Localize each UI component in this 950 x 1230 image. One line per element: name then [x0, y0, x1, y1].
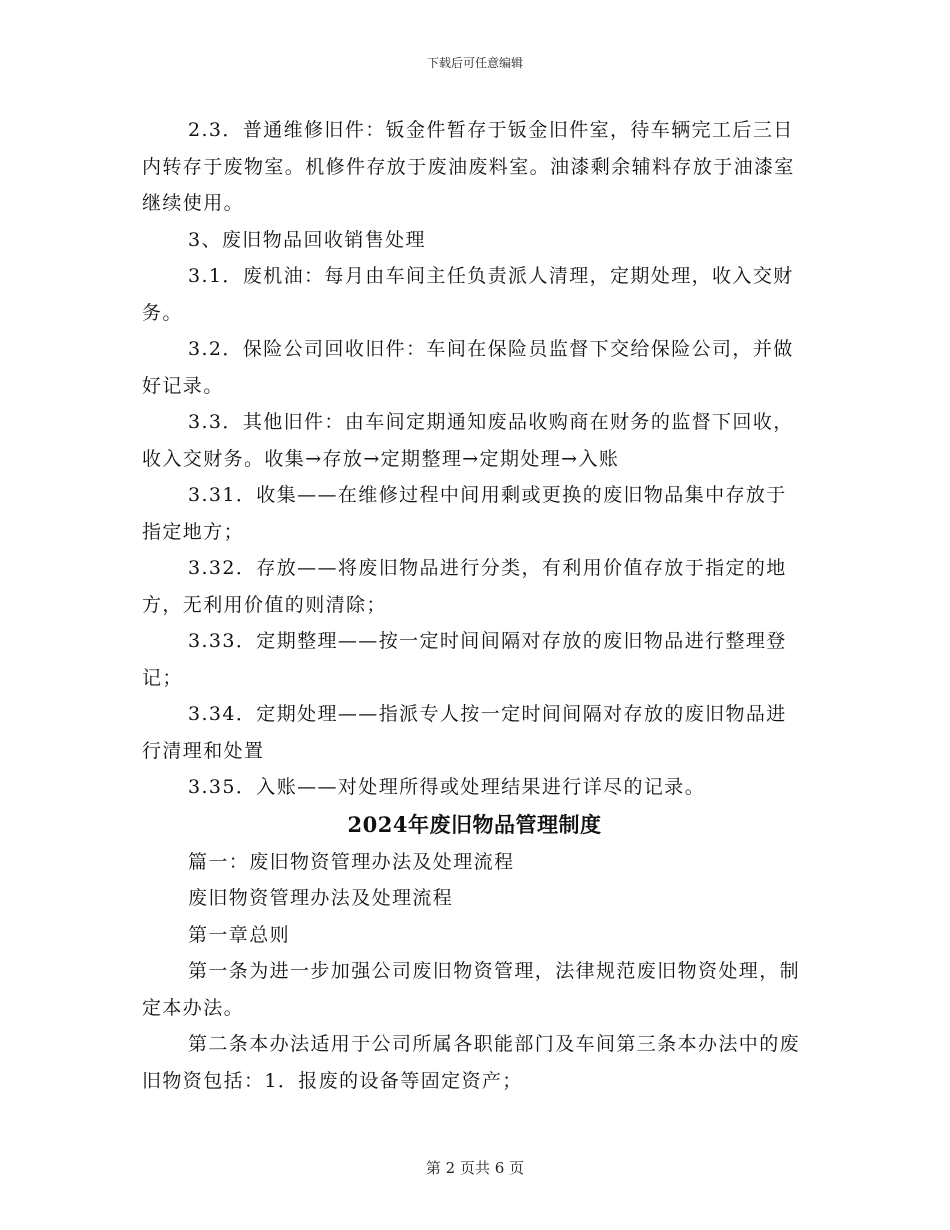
paragraph-2-3: 2.3．普通维修旧件：钣金件暂存于钣金旧件室，待车辆完工后三日内转存于废物室。机修件存放于废油废料室。油漆剩余辅料存放于油漆室继续使用。 — [142, 119, 795, 214]
paragraph-3-32: 3.32．存放——将废旧物品进行分类，有利用价值存放于指定的地方，无利用价值的则清除； — [142, 557, 787, 616]
chapter-one-heading: 篇一：废旧物资管理办法及处理流程 — [188, 850, 515, 873]
page-footer: 第 2 页共 6 页 — [425, 1159, 525, 1177]
paragraph-3-1: 3.1．废机油：每月由车间主任负责派人清理，定期处理，收入交财务。 — [142, 265, 794, 324]
paragraph-3-3: 3.3．其他旧件：由车间定期通知废品收购商在财务的监督下回收，收入交财务。收集→存放→定期整理→定期处理→入账 — [142, 411, 794, 470]
article-one: 第一条为进一步加强公司废旧物资管理，法律规范废旧物资处理，制定本办法。 — [142, 960, 801, 1019]
section-heading-3: 3、废旧物品回收销售处理 — [188, 228, 426, 251]
document-title: 2024年废旧物品管理制度 — [347, 811, 602, 837]
paragraph-3-31: 3.31．收集——在维修过程中间用剩或更换的废旧物品集中存放于指定地方； — [142, 484, 787, 543]
paragraph-3-34: 3.34．定期处理——指派专人按一定时间间隔对存放的废旧物品进行清理和处置 — [142, 703, 787, 762]
paragraph-3-35: 3.35．入账——对处理所得或处理结果进行详尽的记录。 — [188, 776, 706, 798]
article-two: 第二条本办法适用于公司所属各职能部门及车间第三条本办法中的废旧物资包括：1．报废的设备等固定资产； — [142, 1033, 801, 1092]
subtitle: 废旧物资管理办法及处理流程 — [188, 887, 454, 909]
paragraph-3-33: 3.33．定期整理——按一定时间间隔对存放的废旧物品进行整理登记； — [142, 630, 787, 689]
chapter-general-provisions: 第一章总则 — [188, 923, 291, 946]
document-body — [142, 112, 807, 1099]
paragraph-3-2: 3.2．保险公司回收旧件：车间在保险员监督下交给保险公司，并做好记录。 — [142, 338, 794, 397]
page-header: 下载后可任意编辑 — [426, 56, 523, 70]
